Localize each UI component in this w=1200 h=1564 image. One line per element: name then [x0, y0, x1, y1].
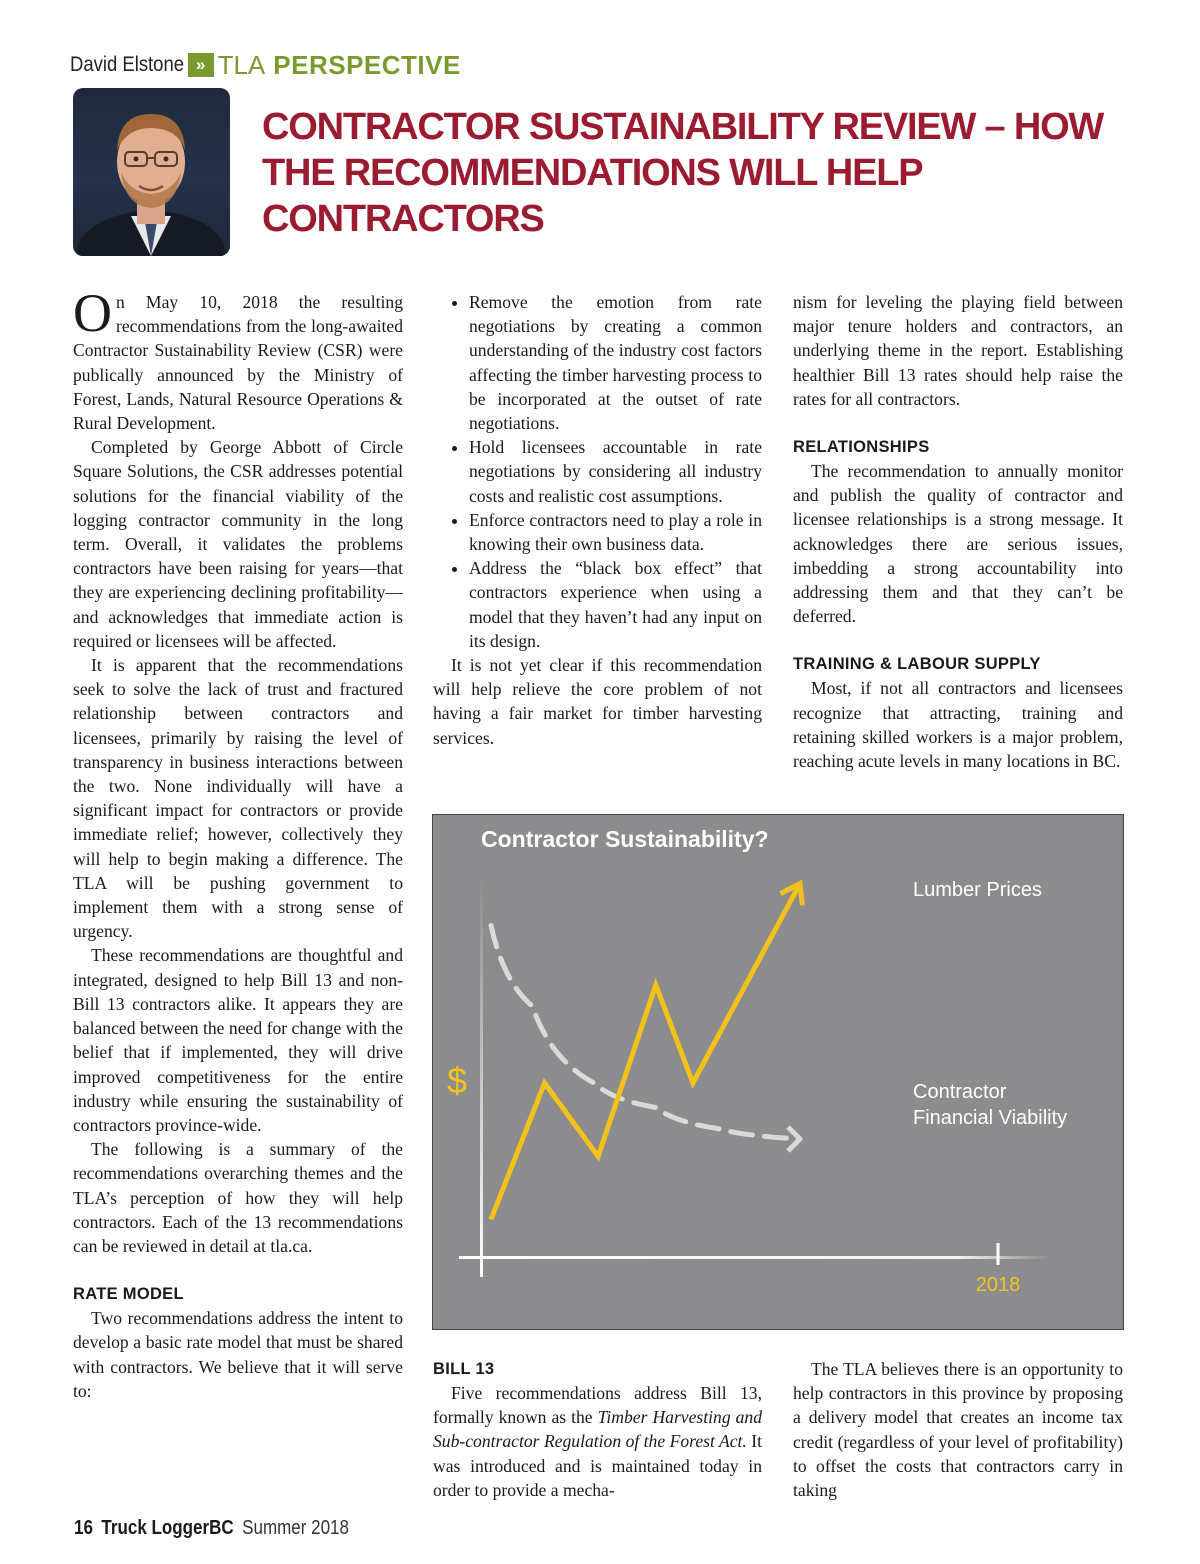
- author-name: David Elstone: [70, 53, 185, 76]
- chevron-right-icon: »: [188, 53, 214, 77]
- section-heading-rate-model: RATE MODEL: [73, 1285, 184, 1304]
- paragraph: The following is a summary of the recommendations overarching themes and the TLA’s perception of how they will help contractors. Each of the 13 recommendations can be reviewed in detail at tla.ca.: [73, 1139, 403, 1256]
- list-item: • Hold licensees accountable in rate negotiations by considering all industry costs and realistic cost assumptions.: [469, 435, 762, 508]
- paragraph: Most, if not all contractors and licensees recognize that attracting, training and retaining skilled workers is a major problem, reaching acute levels in many locations in BC.: [793, 678, 1123, 772]
- x-axis: [459, 1256, 1049, 1259]
- paragraph-text: Five recommendations address Bill 13, formally known as the: [433, 1383, 762, 1428]
- paragraph: Two recommendations address the intent to develop a basic rate model that must be shared with contractors. We believe that it will serve to:: [73, 1308, 403, 1401]
- page-number: 16: [74, 1517, 93, 1539]
- y-axis: [480, 875, 483, 1277]
- section-heading-relationships: RELATIONSHIPS: [793, 438, 930, 457]
- paragraph: Completed by George Abbott of Circle Square Solutions, the CSR addresses potential solutions for the financial viability of the logging contractor community in the long term. Overall, it validates the problems contractors have been raising for years—that they are experiencing declining profitability—and acknowledges that immediate action is required or licensees will be affected.: [73, 437, 403, 651]
- list-item: • Remove the emotion from rate negotiations by creating a common understanding of the industry cost factors affecting the timber harvesting process to be incorporated at the outset of rate negotiations.: [469, 290, 762, 435]
- series-label-lumber-prices: Lumber Prices: [913, 879, 1042, 901]
- paragraph-text: It was introduced and is maintained today in order to provide a mecha-: [433, 1431, 762, 1500]
- section-heading-training: TRAINING & LABOUR SUPPLY: [793, 655, 1041, 674]
- section-header: [70, 50, 461, 80]
- page-footer: [74, 1517, 349, 1540]
- paragraph: The recommendation to annually monitor and publish the quality of contractor and licensee relationships is a strong message. It acknowledges there are serious issues, imbedding a strong accountability into addressing them and that they can’t be deferred.: [793, 461, 1123, 627]
- paragraph: It is not yet clear if this recommendation will help relieve the core problem of not having a fair market for timber harvesting services.: [433, 655, 762, 748]
- paragraph: It is apparent that the recommendations seek to solve the lack of trust and fractured relationship between contractors and licensees, primarily by raising the level of transparency in business interactions between the two. None individually will have a significant impact for contractors or provide immediate relief; however, collectively they will help to begin making a difference. The TLA will be pushing government to implement them with a strong sense of urgency.: [73, 655, 403, 942]
- author-portrait-illustration: [73, 88, 230, 256]
- drop-cap: O: [73, 283, 112, 343]
- chart-canvas: [433, 815, 1123, 1329]
- column-1: [73, 283, 403, 1403]
- chart-title: Contractor Sustainability?: [481, 826, 769, 852]
- magazine-name: Truck LoggerBC: [101, 1517, 234, 1539]
- paragraph: [433, 1381, 762, 1502]
- x-tick-label: 2018: [975, 1274, 1021, 1296]
- section-heading-bill-13: BILL 13: [433, 1360, 495, 1378]
- paragraph: nism for leveling the playing field between major tenure holders and contractors, an underlying theme in the report. Establishing healthier Bill 13 rates should help raise the rates for all contractors.: [793, 292, 1123, 409]
- article-headline: CONTRACTOR SUSTAINABILITY REVIEW – HOW THE RECOMMENDATIONS WILL HELP CONTRACTORS: [262, 106, 1104, 240]
- series-label-contractor-viability: Contractor Financial Viability: [913, 1081, 1068, 1129]
- paragraph: These recommendations are thoughtful and integrated, designed to help Bill 13 and non-Bill 13 contractors alike. It appears they are balanced between the need for change with the belief that if implemented, they will drive improved competitiveness for the entire industry while ensuring the sustainability of contractors province-wide.: [73, 945, 403, 1135]
- author-photo: [73, 88, 230, 256]
- series-line-lumber-prices: [491, 884, 800, 1220]
- act-title: Timber Harvesting and Sub-contractor Regulation of the Forest Act.: [433, 1407, 763, 1452]
- paragraph-text: n May 10, 2018 the resulting recommendations from the long-awaited Contractor Sustainability Review (CSR) were publically announced by the Ministry of Forest, Lands, Natural Resource Operations & Rural Development.: [73, 292, 403, 434]
- list-item: • Enforce contractors need to play a role in knowing their own business data.: [469, 508, 762, 556]
- y-axis-label: $: [447, 1060, 468, 1101]
- paragraph: [73, 283, 403, 435]
- section-title: PERSPECTIVE: [273, 49, 461, 80]
- sustainability-chart: [432, 814, 1124, 1330]
- column-3: [793, 290, 1123, 773]
- column-3-bottom: [793, 1357, 1123, 1502]
- column-2-bottom: [433, 1357, 762, 1502]
- arrow-head-icon: [788, 1127, 800, 1151]
- paragraph: The TLA believes there is an opportunity to help contractors in this province by proposing a delivery model that creates an income tax credit (regardless of your level of profitability) to offset the costs that contractors carry in taking: [793, 1359, 1123, 1501]
- issue-date: Summer 2018: [242, 1517, 349, 1539]
- section-prefix: TLA: [217, 49, 266, 80]
- bullet-list: [433, 290, 762, 653]
- list-item: • Address the “black box effect” that contractors experience when using a model that they haven’t had any input on its design.: [469, 556, 762, 653]
- column-2: [433, 290, 762, 750]
